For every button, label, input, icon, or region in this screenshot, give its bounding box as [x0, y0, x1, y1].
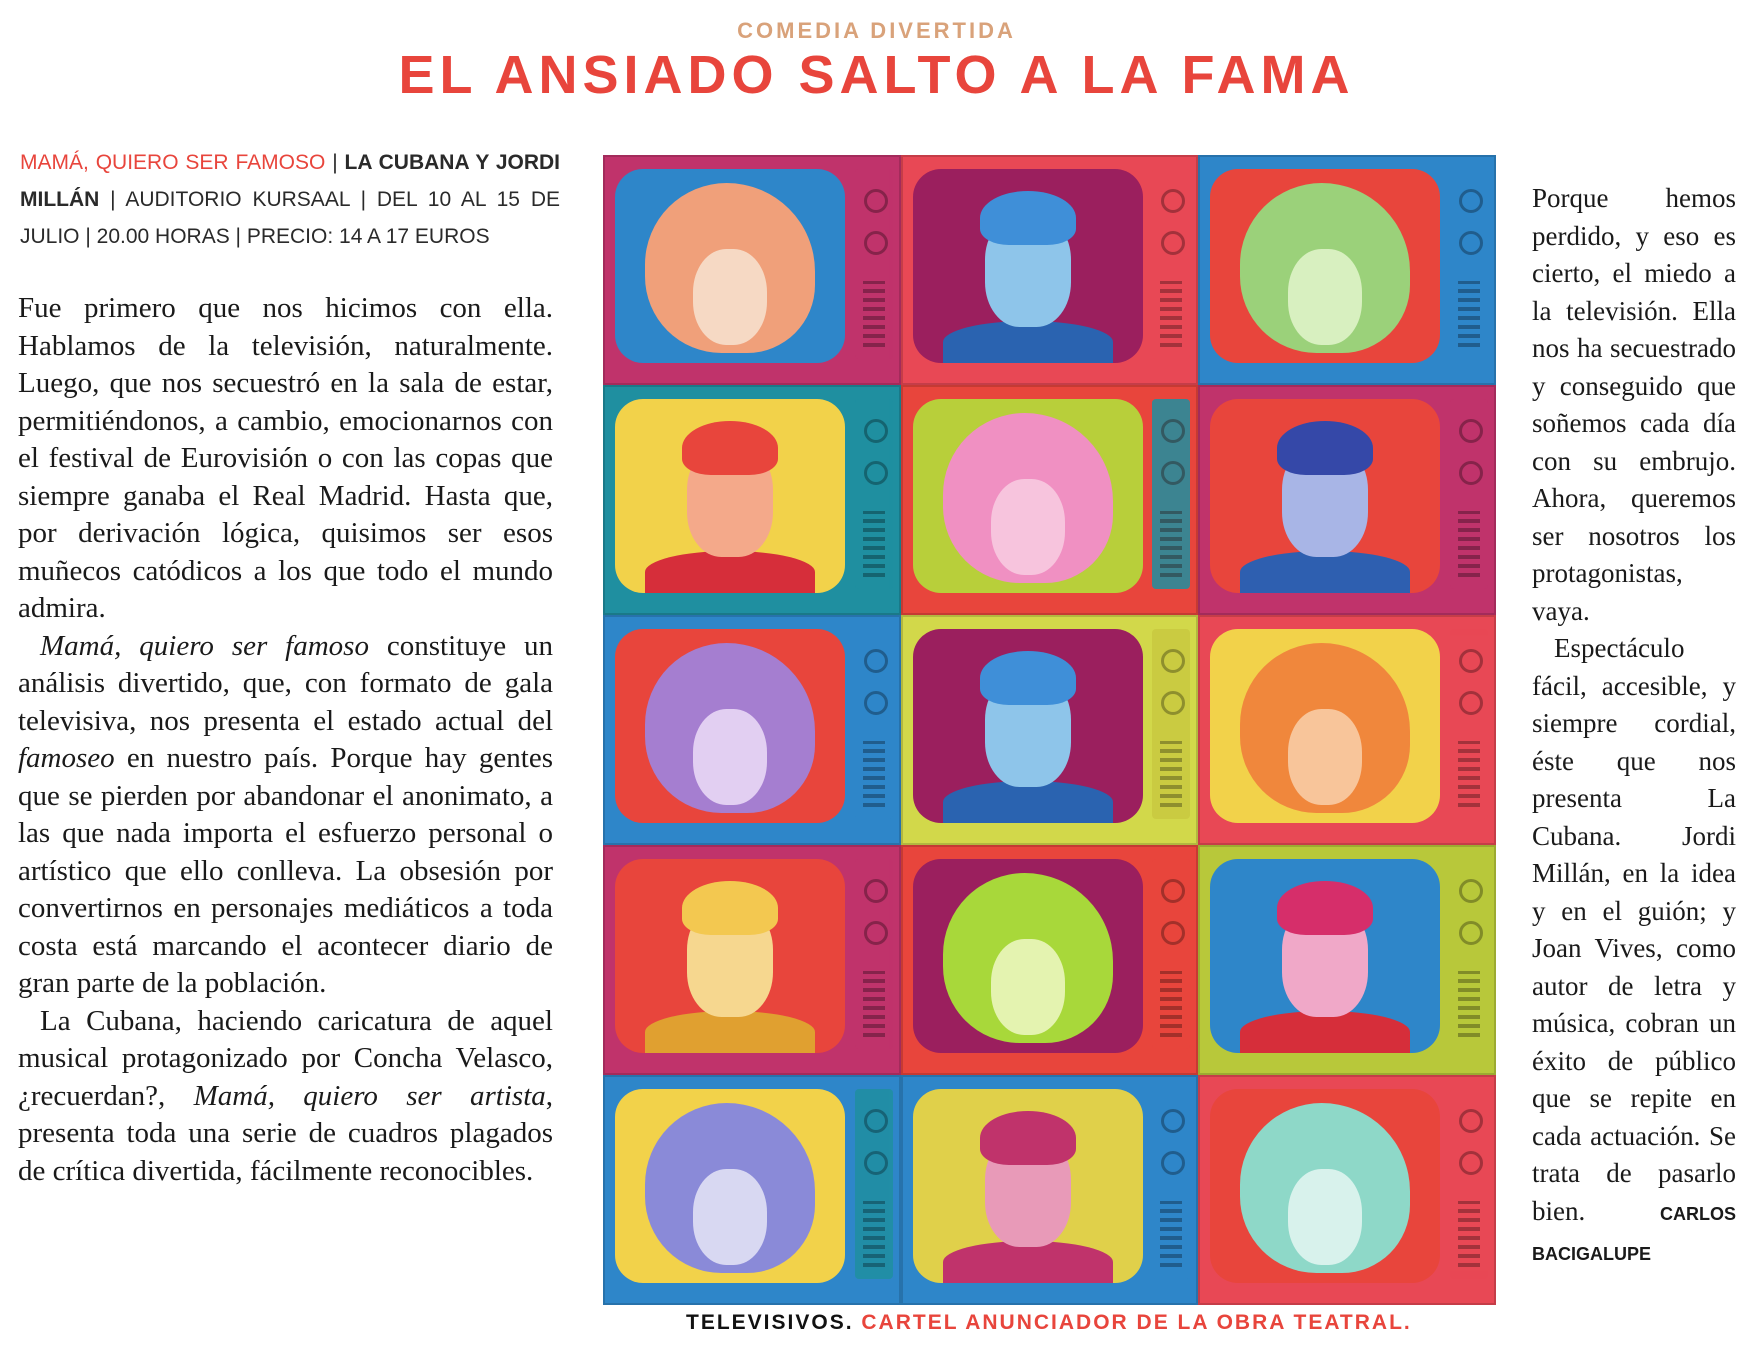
tv-knob-icon — [864, 1109, 888, 1133]
tv-control-panel — [1450, 169, 1488, 359]
show-credits — [20, 144, 560, 255]
doll-shirt — [943, 1241, 1113, 1283]
tv-screen — [913, 629, 1143, 823]
tv-knob-icon — [1161, 419, 1185, 443]
section-kicker: COMEDIA DIVERTIDA — [737, 18, 1016, 43]
article-column-left — [18, 290, 553, 1190]
tv-knob-icon — [1161, 461, 1185, 485]
image-caption — [686, 1311, 1466, 1335]
tv-knob-icon — [864, 189, 888, 213]
tv-speaker-grille — [1160, 511, 1182, 577]
show-company: LA CUBANA Y JORDI MILLÁN — [20, 151, 561, 211]
tv-control-panel — [1450, 629, 1488, 819]
tv-speaker-grille — [1458, 511, 1480, 577]
tv-speaker-grille — [1160, 1201, 1182, 1267]
tv-tile — [603, 155, 901, 385]
tv-knob-icon — [1459, 419, 1483, 443]
tv-control-panel — [855, 169, 893, 359]
tv-screen — [615, 399, 845, 593]
tv-tile — [901, 615, 1199, 845]
doll-face — [991, 479, 1065, 575]
tv-screen — [1210, 859, 1440, 1053]
credits-separator: | — [325, 151, 345, 174]
article-text: constituye un análisis divertido, que, con formato de gala televisiva, nos presenta el estado actual del — [18, 629, 554, 737]
tv-speaker-grille — [1160, 971, 1182, 1037]
tv-tile — [901, 155, 1199, 385]
doll-face — [693, 249, 767, 345]
tv-speaker-grille — [863, 971, 885, 1037]
doll-hair — [980, 1111, 1076, 1165]
tv-tile — [1198, 155, 1496, 385]
article-paragraph — [18, 1003, 553, 1191]
tv-screen — [615, 169, 845, 363]
tv-tile — [901, 1075, 1199, 1305]
tv-control-panel — [1450, 399, 1488, 589]
tv-speaker-grille — [863, 741, 885, 807]
doll-shirt — [943, 781, 1113, 823]
tv-knob-icon — [1459, 649, 1483, 673]
tv-screen — [615, 629, 845, 823]
tv-speaker-grille — [863, 1201, 885, 1267]
tv-screen — [913, 1089, 1143, 1283]
tv-control-panel — [855, 399, 893, 589]
tv-knob-icon — [1459, 1151, 1483, 1175]
tv-speaker-grille — [863, 511, 885, 577]
tv-knob-icon — [1459, 921, 1483, 945]
tv-knob-icon — [864, 419, 888, 443]
tv-control-panel — [1152, 399, 1190, 589]
tv-tile — [603, 615, 901, 845]
doll-shirt — [1240, 1011, 1410, 1053]
tv-speaker-grille — [1458, 281, 1480, 347]
tv-tile — [1198, 615, 1496, 845]
tv-knob-icon — [864, 1151, 888, 1175]
tv-tile — [603, 385, 901, 615]
article-text: , presenta toda una serie de cuadros plagados de crítica divertida, fácilmente reconocibles. — [18, 1079, 553, 1187]
tv-tile — [901, 845, 1199, 1075]
tv-knob-icon — [1459, 691, 1483, 715]
tv-screen — [913, 399, 1143, 593]
tv-speaker-grille — [1458, 971, 1480, 1037]
doll-hair — [1277, 881, 1373, 935]
tv-knob-icon — [1161, 189, 1185, 213]
doll-face — [1288, 249, 1362, 345]
caption-lead: TELEVISIVOS. — [686, 1311, 854, 1334]
famoseo-italic: famoseo — [18, 742, 115, 774]
doll-shirt — [645, 551, 815, 593]
tv-control-panel — [1450, 859, 1488, 1049]
tv-screen — [1210, 399, 1440, 593]
tv-control-panel — [1152, 859, 1190, 1049]
tv-tile — [901, 385, 1199, 615]
tv-knob-icon — [864, 691, 888, 715]
tv-screen — [1210, 169, 1440, 363]
doll-face — [693, 709, 767, 805]
article-paragraph — [1532, 630, 1736, 1274]
caption-text: CARTEL ANUNCIADOR DE LA OBRA TEATRAL. — [853, 1311, 1412, 1334]
tv-screen — [913, 859, 1143, 1053]
article-paragraph — [18, 628, 553, 1003]
tv-knob-icon — [1161, 879, 1185, 903]
tv-speaker-grille — [1458, 741, 1480, 807]
doll-face — [1288, 1169, 1362, 1265]
doll-hair — [682, 881, 778, 935]
tv-knob-icon — [1459, 1109, 1483, 1133]
doll-shirt — [645, 1011, 815, 1053]
tv-knob-icon — [864, 921, 888, 945]
tv-control-panel — [1450, 1089, 1488, 1279]
tv-knob-icon — [864, 649, 888, 673]
tv-control-panel — [1152, 169, 1190, 359]
musical-title-italic: Mamá, quiero ser artista — [193, 1079, 546, 1112]
show-title: MAMÁ, QUIERO SER FAMOSO — [20, 151, 326, 174]
tv-knob-icon — [1161, 231, 1185, 255]
tv-speaker-grille — [1458, 1201, 1480, 1267]
tv-control-panel — [1152, 1089, 1190, 1279]
doll-shirt — [943, 321, 1113, 363]
doll-face — [991, 939, 1065, 1035]
show-title-italic: Mamá, quiero ser famoso — [40, 629, 369, 662]
tv-screen — [913, 169, 1143, 363]
tv-knob-icon — [1161, 1151, 1185, 1175]
tv-screen — [615, 1089, 845, 1283]
tv-knob-icon — [1161, 649, 1185, 673]
tv-control-panel — [855, 859, 893, 1049]
tv-knob-icon — [1459, 231, 1483, 255]
tv-tile — [1198, 845, 1496, 1075]
tv-knob-icon — [1161, 691, 1185, 715]
doll-hair — [980, 191, 1076, 245]
doll-hair — [682, 421, 778, 475]
tv-control-panel — [855, 629, 893, 819]
tv-knob-icon — [1161, 1109, 1185, 1133]
tv-tile — [603, 1075, 901, 1305]
article-column-right — [1532, 180, 1736, 1274]
tv-speaker-grille — [863, 281, 885, 347]
tv-screen — [1210, 1089, 1440, 1283]
tv-control-panel — [855, 1089, 893, 1279]
article-paragraph: Porque hemos perdido, y eso es cierto, el miedo a la televisión. Ella nos ha secuestrado y conseguido que soñemos cada día con su embrujo. Ahora, queremos ser nosotros los protagonistas, vaya. — [1532, 183, 1736, 626]
tv-control-panel — [1152, 629, 1190, 819]
tv-screen — [1210, 629, 1440, 823]
article-text: Espectáculo fácil, accesible, y siempre cordial, éste que nos presenta La Cubana. Jordi Millán, en la idea y en el guión; y Joan Vives, como autor de letra y música, cobran un éxito de público que se repite en cada actuación. Se trata de pasarlo bien. — [1532, 633, 1736, 1226]
tv-speaker-grille — [1160, 741, 1182, 807]
article-paragraph: Fue primero que nos hicimos con ella. Hablamos de la televisión, naturalmente. Luego, que nos secuestró en la sala de estar, permitiéndonos, a cambio, emocionarnos con el festival de Eurovisión o con las copas que siempre ganaba el Real Madrid. Hasta que, por derivación lógica, quisimos ser esos muñecos catódicos a los que todo el mundo admira. — [18, 292, 553, 624]
tv-knob-icon — [1459, 879, 1483, 903]
article-text: en nuestro país. Porque hay gentes que se pierden por abandonar el anonimato, a las que nada importa el esfuerzo personal o artístico que ello conlleva. La obsesión por convertirnos en personajes mediáticos a toda costa está marcando el acontecer diario de gran parte de la población. — [18, 742, 553, 999]
tv-knob-icon — [1459, 189, 1483, 213]
doll-shirt — [1240, 551, 1410, 593]
poster-image — [603, 155, 1496, 1305]
tv-tile — [1198, 1075, 1496, 1305]
tv-tile — [603, 845, 901, 1075]
tv-knob-icon — [864, 461, 888, 485]
author-signature: CARLOS BACIGALUPE — [1532, 1203, 1736, 1264]
doll-face — [1288, 709, 1362, 805]
doll-hair — [1277, 421, 1373, 475]
show-details: | AUDITORIO KURSAAL | DEL 10 AL 15 DE JULIO | 20.00 HORAS | PRECIO: 14 A 17 EUROS — [20, 188, 560, 248]
doll-face — [693, 1169, 767, 1265]
tv-screen — [615, 859, 845, 1053]
headline: EL ANSIADO SALTO A LA FAMA — [398, 45, 1355, 105]
article-text: La Cubana, haciendo caricatura de aquel musical protagonizado por Concha Velasco, ¿recuerdan?, — [18, 1004, 553, 1112]
tv-knob-icon — [1459, 461, 1483, 485]
tv-tile — [1198, 385, 1496, 615]
tv-knob-icon — [864, 879, 888, 903]
tv-speaker-grille — [1160, 281, 1182, 347]
tv-knob-icon — [864, 231, 888, 255]
tv-knob-icon — [1161, 921, 1185, 945]
doll-hair — [980, 651, 1076, 705]
